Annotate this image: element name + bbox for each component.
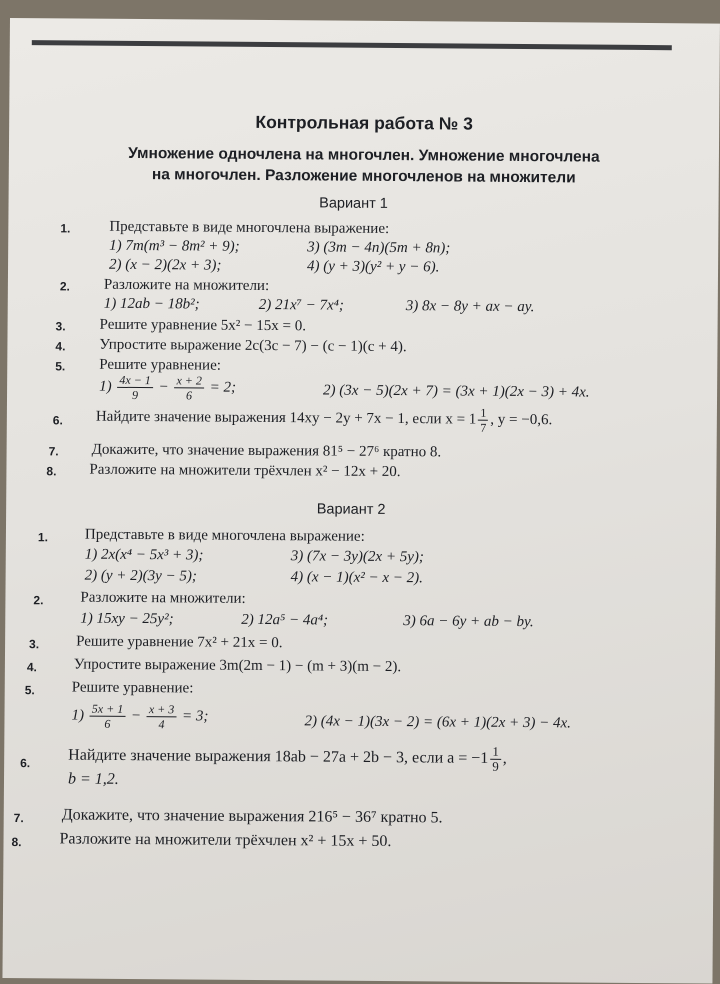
- v1-task-6-text: [96, 403, 553, 436]
- v2-task-1-item-3: 3) (7x − 3y)(2x + 5y);: [290, 548, 424, 566]
- v1-task-1-number: 1.: [60, 221, 71, 236]
- v1-task-5-item-2: 2) (3x − 5)(2x + 7) = (3x + 1)(2x − 3) + 4x.: [323, 382, 590, 401]
- v2-task-7-text: Докажите, что значение выражения 216⁵ − 36⁷ кратно 5.: [61, 806, 443, 827]
- v1-task-3-number: 3.: [55, 319, 66, 334]
- v1-task-2-item-3: 3) 8x − 8y + ax − ay.: [405, 298, 535, 316]
- v1-fraction-2-numerator: x + 2: [174, 373, 204, 388]
- v1-fraction-2-denominator: 6: [186, 388, 193, 403]
- v1-task-5-item-1-label: 1): [99, 378, 112, 395]
- page-title: Контрольная работа № 3: [255, 111, 473, 134]
- v1-task-6-main: Найдите значение выражения 14xy − 2y + 7x − 1, если x = 1: [95, 408, 477, 428]
- v1-task-4-number: 4.: [55, 339, 66, 354]
- v1-task-6-number: 6.: [52, 413, 63, 428]
- v2-task-2-item-3: 3) 6a − 6y + ab − by.: [403, 613, 534, 631]
- v1-task-2-item-2: 2) 21x⁷ − 7x⁴;: [258, 296, 344, 314]
- v1-task-5-fraction-2: [174, 373, 204, 402]
- header-rule: [32, 40, 672, 50]
- v2-task-5-number: 5.: [24, 683, 35, 698]
- v2-task-5-text: Решите уравнение:: [71, 679, 194, 697]
- v2-task-8-text: Разложите на множители трёхчлен x² + 15x + 50.: [59, 830, 392, 851]
- page-subtitle: [9, 142, 719, 190]
- v1-task-4-text: Упростите выражение 2c(3c − 7) − (c − 1)(c + 4).: [99, 336, 407, 356]
- subtitle-line-2: на многочлен. Разложение многочленов на множители: [151, 166, 576, 187]
- variant-2-heading: Вариант 2: [316, 501, 386, 518]
- v2-task-1-number: 1.: [37, 530, 48, 545]
- v1-task-8-text: Разложите на множители трёхчлен x² − 12x + 20.: [89, 461, 401, 481]
- v2-task-5-rhs: = 3;: [181, 708, 209, 725]
- v2-task-6-text: [68, 741, 507, 773]
- v1-task-6-fraction: [478, 406, 488, 435]
- v1-task-1-item-2: 2) (x − 2)(2x + 3);: [109, 256, 222, 274]
- v2-task-5-fraction-1: [90, 702, 126, 731]
- v2-task-5-item-1: [71, 702, 208, 732]
- v2-task-5-fraction-2: [147, 702, 177, 731]
- v1-task-2-item-1: 1) 12ab − 18b²;: [103, 295, 200, 313]
- v1-task-1-item-1: 1) 7m(m³ − 8m² + 9);: [109, 237, 240, 255]
- v2-task-4-number: 4.: [26, 660, 37, 675]
- v1-task-2-number: 2.: [59, 279, 70, 294]
- v2-fraction-1-denominator: 6: [104, 716, 111, 731]
- v1-task-5-fraction-1: [117, 373, 153, 402]
- v2-task-1-text: Представьте в виде многочлена выражение:: [84, 526, 365, 545]
- v1-fraction-1-numerator: 4x − 1: [117, 373, 153, 388]
- v1-task-5-item-1: [99, 373, 236, 403]
- v1-task-5-text: Решите уравнение:: [99, 356, 221, 374]
- v2-task-6-denominator: 9: [492, 758, 499, 774]
- v2-task-6-number: 6.: [20, 756, 31, 771]
- v1-task-7-text: Докажите, что значение выражения 81⁵ − 27⁶ кратно 8.: [91, 441, 442, 461]
- v2-task-5-minus: −: [130, 707, 142, 724]
- v2-fraction-1-numerator: 5x + 1: [90, 702, 126, 717]
- v2-task-2-item-1: 1) 15xy − 25y²;: [80, 610, 174, 628]
- v2-task-3-number: 3.: [29, 637, 40, 652]
- v2-task-8-number: 8.: [11, 835, 22, 850]
- v2-task-1-item-4: 4) (x − 1)(x² − x − 2).: [290, 569, 423, 587]
- worksheet-page: [2, 18, 720, 984]
- v2-fraction-2-numerator: x + 3: [147, 702, 177, 717]
- v2-task-5-item-1-label: 1): [71, 707, 85, 724]
- v2-task-3-text: Решите уравнение 7x² + 21x = 0.: [76, 633, 283, 652]
- v1-task-7-number: 7.: [48, 444, 59, 459]
- v1-task-5-number: 5.: [55, 359, 66, 374]
- v2-task-1-item-1: 1) 2x(x⁴ − 5x³ + 3);: [84, 546, 204, 564]
- v2-task-1-item-2: 2) (y + 2)(3y − 5);: [84, 567, 197, 585]
- v1-task-8-number: 8.: [46, 464, 57, 479]
- v2-task-2-text: Разложите на множители:: [80, 589, 246, 607]
- v2-task-6-numerator: 1: [490, 745, 501, 760]
- v2-task-4-text: Упростите выражение 3m(2m − 1) − (m + 3)(m − 2).: [73, 656, 402, 676]
- v2-task-7-number: 7.: [13, 811, 24, 826]
- v1-task-5-minus: −: [158, 379, 169, 396]
- v2-fraction-2-denominator: 4: [158, 717, 165, 732]
- v2-task-6-main: Найдите значение выражения 18ab − 27a + 2b − 3, если a = −1: [68, 746, 489, 767]
- v2-task-6-fraction: [490, 745, 501, 774]
- v1-task-1-text: Представьте в виде многочлена выражение:: [109, 218, 390, 237]
- v1-task-1-item-4: 4) (y + 3)(y² + y − 6).: [306, 258, 440, 276]
- v1-task-5-rhs: = 2;: [209, 379, 237, 396]
- v1-task-3-text: Решите уравнение 5x² − 15x = 0.: [99, 316, 307, 335]
- variant-1-heading: Вариант 1: [319, 195, 388, 212]
- v2-task-2-item-2: 2) 12a⁵ − 4a⁴;: [241, 611, 329, 629]
- v1-task-6-denominator: 7: [480, 420, 487, 435]
- v1-task-1-item-3: 3) (3m − 4n)(5m + 8n);: [307, 239, 451, 257]
- subtitle-line-1: Умножение одночлена на многочлен. Умножение многочлена: [128, 144, 600, 166]
- v1-task-2-text: Разложите на множители:: [103, 276, 270, 295]
- v1-fraction-1-denominator: 9: [131, 387, 139, 403]
- v2-task-6-line-2: b = 1,2.: [67, 770, 119, 788]
- v2-task-5-item-2: 2) (4x − 1)(3x − 2) = (6x + 1)(2x + 3) − 4x.: [304, 713, 572, 732]
- v1-task-6-numerator: 1: [478, 406, 488, 421]
- v2-task-2-number: 2.: [33, 593, 44, 608]
- v1-task-6-end: , y = −0,6.: [490, 411, 553, 429]
- v2-task-6-end: ,: [502, 750, 507, 768]
